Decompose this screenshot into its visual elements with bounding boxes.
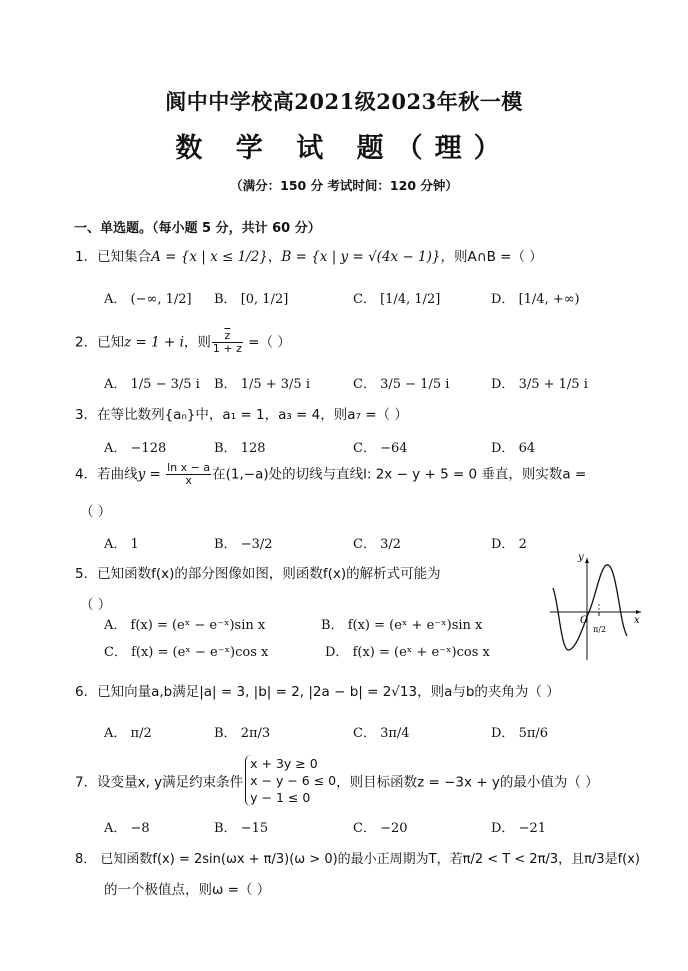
q2-suffix: =（ ） [243, 334, 291, 351]
q6-option-a: A． π/2 [104, 726, 152, 741]
q5-option-b: B． f(x) = (eˣ + e⁻ˣ)sin x [321, 618, 483, 633]
q2-expr: z = 1 + i [124, 334, 184, 351]
q2-option-d: D． 3/5 + 1/5 i [491, 377, 588, 392]
q2-option-c: C． 3/5 − 1/5 i [353, 377, 450, 392]
q4-option-a: A． 1 [104, 537, 139, 552]
q4-prefix: 4．若曲线 [75, 466, 138, 483]
q4-fraction: $\frac{\text{ln x − a}}{x}$ [167, 461, 211, 487]
question-1: 1．已知集合A = {x | x ≤ 1/2}，B = {x | y = √(4x − 1)}，则A∩B =（ ） [75, 249, 543, 265]
q3-option-c: C． −64 [353, 441, 408, 456]
q6-option-c: C． 3π/4 [353, 726, 410, 741]
q7-option-d: D． −21 [491, 821, 547, 836]
q7-option-a: A． −8 [104, 821, 150, 836]
q3-option-a: A． −128 [104, 441, 167, 456]
school-title: 阆中中学校高2021级2023年秋一模 [165, 89, 523, 114]
question-2 [75, 330, 291, 355]
q3-option-d: D． 64 [491, 441, 536, 456]
q5-option-d: D． f(x) = (eˣ + e⁻ˣ)cos x [325, 645, 490, 660]
q7-suffix: ，则目标函数z = −3x + y的最小值为（ ） [336, 774, 599, 791]
q7-constraints: x + 3y ≥ 0 x − y − 6 ≤ 0 y − 1 ≤ 0 [245, 755, 336, 806]
question-5: 5．已知函数f(x)的部分图像如图，则函数f(x)的解析式可能为 [75, 566, 441, 582]
q4-suffix: 在(1,−a)处的切线与直线l: 2x − y + 5 = 0 垂直，则实数a = [212, 466, 587, 483]
q1-option-a: A． (−∞, 1/2] [104, 292, 192, 307]
question-7 [75, 755, 599, 806]
q2-prefix: 2．已知 [75, 334, 125, 351]
q4-answer-blank: （ ） [80, 504, 112, 520]
subject-title: 数 学 试 题（理） [175, 133, 513, 164]
q1-set-b: B = {x | y = √(4x − 1)} [281, 249, 441, 265]
q6-option-b: B． 2π/3 [214, 726, 271, 741]
q1-set-a: A = {x | x ≤ 1/2} [151, 249, 268, 265]
q1-suffix: ，则A∩B =（ ） [440, 249, 543, 265]
q5-function-graph [545, 552, 645, 662]
q4-option-b: B． −3/2 [214, 537, 273, 552]
graph-x-arrow [636, 610, 641, 614]
q6-option-d: D． 5π/6 [491, 726, 549, 741]
q5-option-a: A． f(x) = (eˣ − e⁻ˣ)sin x [104, 618, 266, 633]
graph-y-label: y [578, 552, 584, 563]
graph-x-label: x [634, 615, 640, 626]
question-3: 3．在等比数列{aₙ}中，a₁ = 1，a₃ = 4，则a₇ =（ ） [75, 407, 408, 423]
q1-option-d: D． [1/4, +∞) [491, 292, 580, 307]
q2-fraction: $\frac{\overline{z}}{1 + z}$ [212, 329, 242, 355]
q7-prefix: 7．设变量x, y满足约束条件 [75, 774, 244, 791]
graph-tick-label: π/2 [593, 625, 607, 634]
q7-option-b: B． −15 [214, 821, 269, 836]
q1-prefix: 1．已知集合 [75, 249, 152, 265]
q2-option-a: A． 1/5 − 3/5 i [104, 377, 200, 392]
q4-option-c: C． 3/2 [353, 537, 402, 552]
question-8: 8． 已知函数f(x) = 2sin(ωx + π/3)(ω > 0)的最小正周期为T，若π/2 < T < 2π/3，且π/3是f(x) [75, 852, 640, 867]
q8-line-2: 的一个极值点，则ω =（ ） [104, 882, 271, 898]
q3-option-b: B． 128 [214, 441, 266, 456]
q1-option-b: B． [0, 1/2] [214, 292, 289, 307]
graph-curve [553, 565, 627, 650]
q2-option-b: B． 1/5 + 3/5 i [214, 377, 310, 392]
exam-info: （满分：150 分 考试时间：120 分钟） [230, 178, 458, 193]
graph-origin-label: O [580, 615, 589, 626]
q5-option-c: C． f(x) = (eˣ − e⁻ˣ)cos x [104, 645, 269, 660]
q4-option-d: D． 2 [491, 537, 527, 552]
question-4: 4．若曲线y = $\frac{\text{ln x − a}}{x}$ 在(1,−a)处的切线与直线l: 2x − y + 5 = 0 垂直，则实数a = [75, 461, 587, 487]
q7-option-c: C． −20 [353, 821, 408, 836]
q2-mid: ，则 [183, 334, 211, 351]
q1-option-c: C． [1/4, 1/2] [353, 292, 441, 307]
q5-answer-blank: （ ） [80, 597, 112, 613]
graph-y-arrow [585, 558, 589, 563]
question-6: 6．已知向量a,b满足|a| = 3, |b| = 2, |2a − b| = 2√13，则a与b的夹角为（ ） [75, 684, 560, 700]
section-heading: 一、单选题。（每小题 5 分，共计 60 分） [74, 221, 321, 236]
